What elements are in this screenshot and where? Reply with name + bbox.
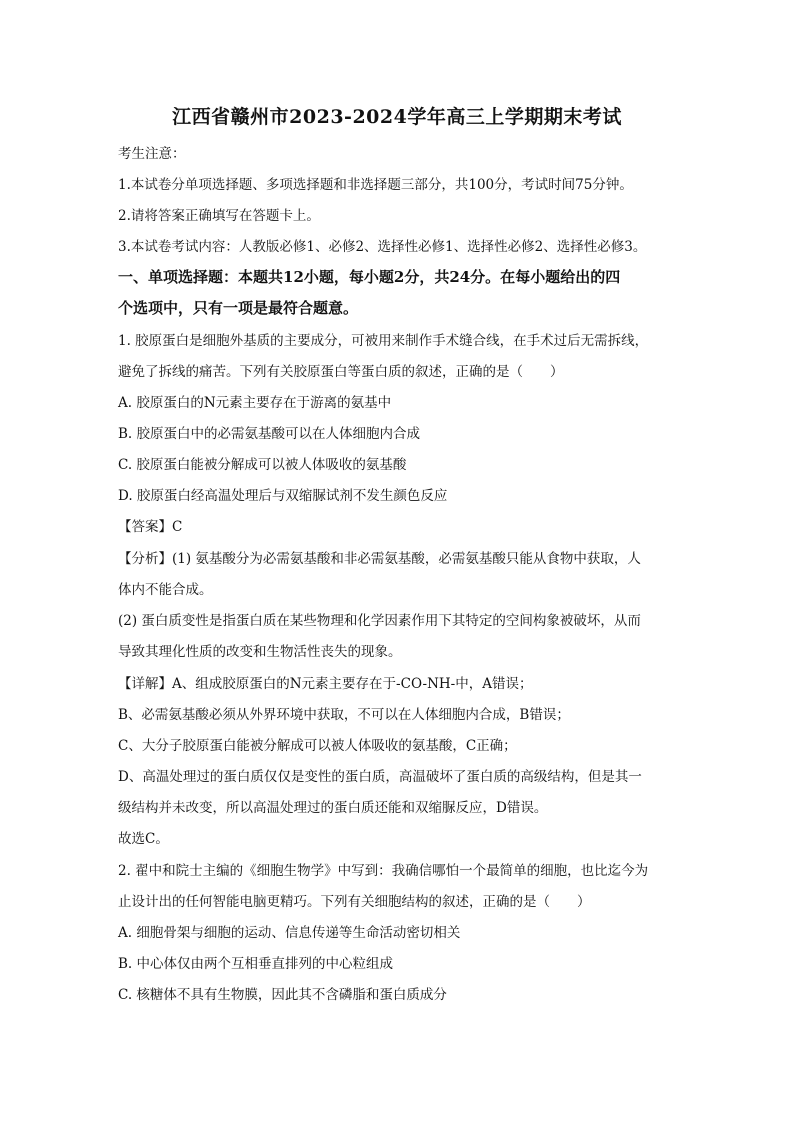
question-1-conclusion: 故选C。 <box>118 831 169 847</box>
question-1-stem: 避免了拆线的痛苦。下列有关胶原蛋白等蛋白质的叙述，正确的是（ ） <box>118 364 564 380</box>
question-1-analysis: (2) 蛋白质变性是指蛋白质在某些物理和化学因素作用下其特定的空间构象被破坏，从而 <box>118 613 641 629</box>
notice-item: 2.请将答案正确填写在答题卡上。 <box>118 208 320 224</box>
notice-item: 3.本试卷考试内容：人教版必修1、必修2、选择性必修1、选择性必修2、选择性必修3。 <box>118 239 647 255</box>
question-1-analysis: 【分析】(1) 氨基酸分为必需氨基酸和非必需氨基酸，必需氨基酸只能从食物中获取，人 <box>118 551 641 567</box>
notice-item: 1.本试卷分单项选择题、多项选择题和非选择题三部分，共100分，考试时间75分钟。 <box>118 177 633 193</box>
question-2-stem: 2. 翟中和院士主编的《细胞生物学》中写到：我确信哪怕一个最简单的细胞，也比迄今为 <box>118 863 649 879</box>
question-1-detail: D、高温处理过的蛋白质仅仅是变性的蛋白质，高温破坏了蛋白质的高级结构，但是其一 <box>118 769 642 785</box>
notice-heading: 考生注意： <box>118 146 186 162</box>
question-2-option-a: A. 细胞骨架与细胞的运动、信息传递等生命活动密切相关 <box>118 925 461 941</box>
question-1-option-c: C. 胶原蛋白能被分解成可以被人体吸收的氨基酸 <box>118 457 407 473</box>
question-2-stem: 止设计出的任何智能电脑更精巧。下列有关细胞结构的叙述，正确的是（ ） <box>118 894 591 910</box>
document-title: 江西省赣州市2023-2024学年高三上学期期末考试 <box>172 106 622 128</box>
question-1-detail: 【详解】A、组成胶原蛋白的N元素主要存在于-CO-NH-中，A错误； <box>118 676 533 692</box>
question-2-option-c: C. 核糖体不具有生物膜，因此其不含磷脂和蛋白质成分 <box>118 987 447 1003</box>
section-heading: 一、单项选择题：本题共12小题，每小题2分，共24分。在每小题给出的四 <box>118 268 621 286</box>
question-1-analysis: 体内不能合成。 <box>118 582 213 598</box>
question-1-stem: 1. 胶原蛋白是细胞外基质的主要成分，可被用来制作手术缝合线，在手术过后无需拆线， <box>118 333 649 349</box>
question-2-option-b: B. 中心体仅由两个互相垂直排列的中心粒组成 <box>118 956 394 972</box>
question-1-detail: B、必需氨基酸必须从外界环境中获取，不可以在人体细胞内合成，B错误； <box>118 707 570 723</box>
question-1-detail: 级结构并未改变，所以高温处理过的蛋白质还能和双缩脲反应，D错误。 <box>118 800 548 816</box>
section-heading: 个选项中，只有一项是最符合题意。 <box>118 299 359 317</box>
question-1-detail: C、大分子胶原蛋白能被分解成可以被人体吸收的氨基酸，C正确； <box>118 738 517 754</box>
question-1-option-a: A. 胶原蛋白的N元素主要存在于游离的氨基中 <box>118 395 392 411</box>
question-1-answer: 【答案】C <box>118 519 183 535</box>
question-1-option-b: B. 胶原蛋白中的必需氨基酸可以在人体细胞内合成 <box>118 426 421 442</box>
question-1-option-d: D. 胶原蛋白经高温处理后与双缩脲试剂不发生颜色反应 <box>118 488 448 504</box>
question-1-analysis: 导致其理化性质的改变和生物活性丧失的现象。 <box>118 644 402 660</box>
